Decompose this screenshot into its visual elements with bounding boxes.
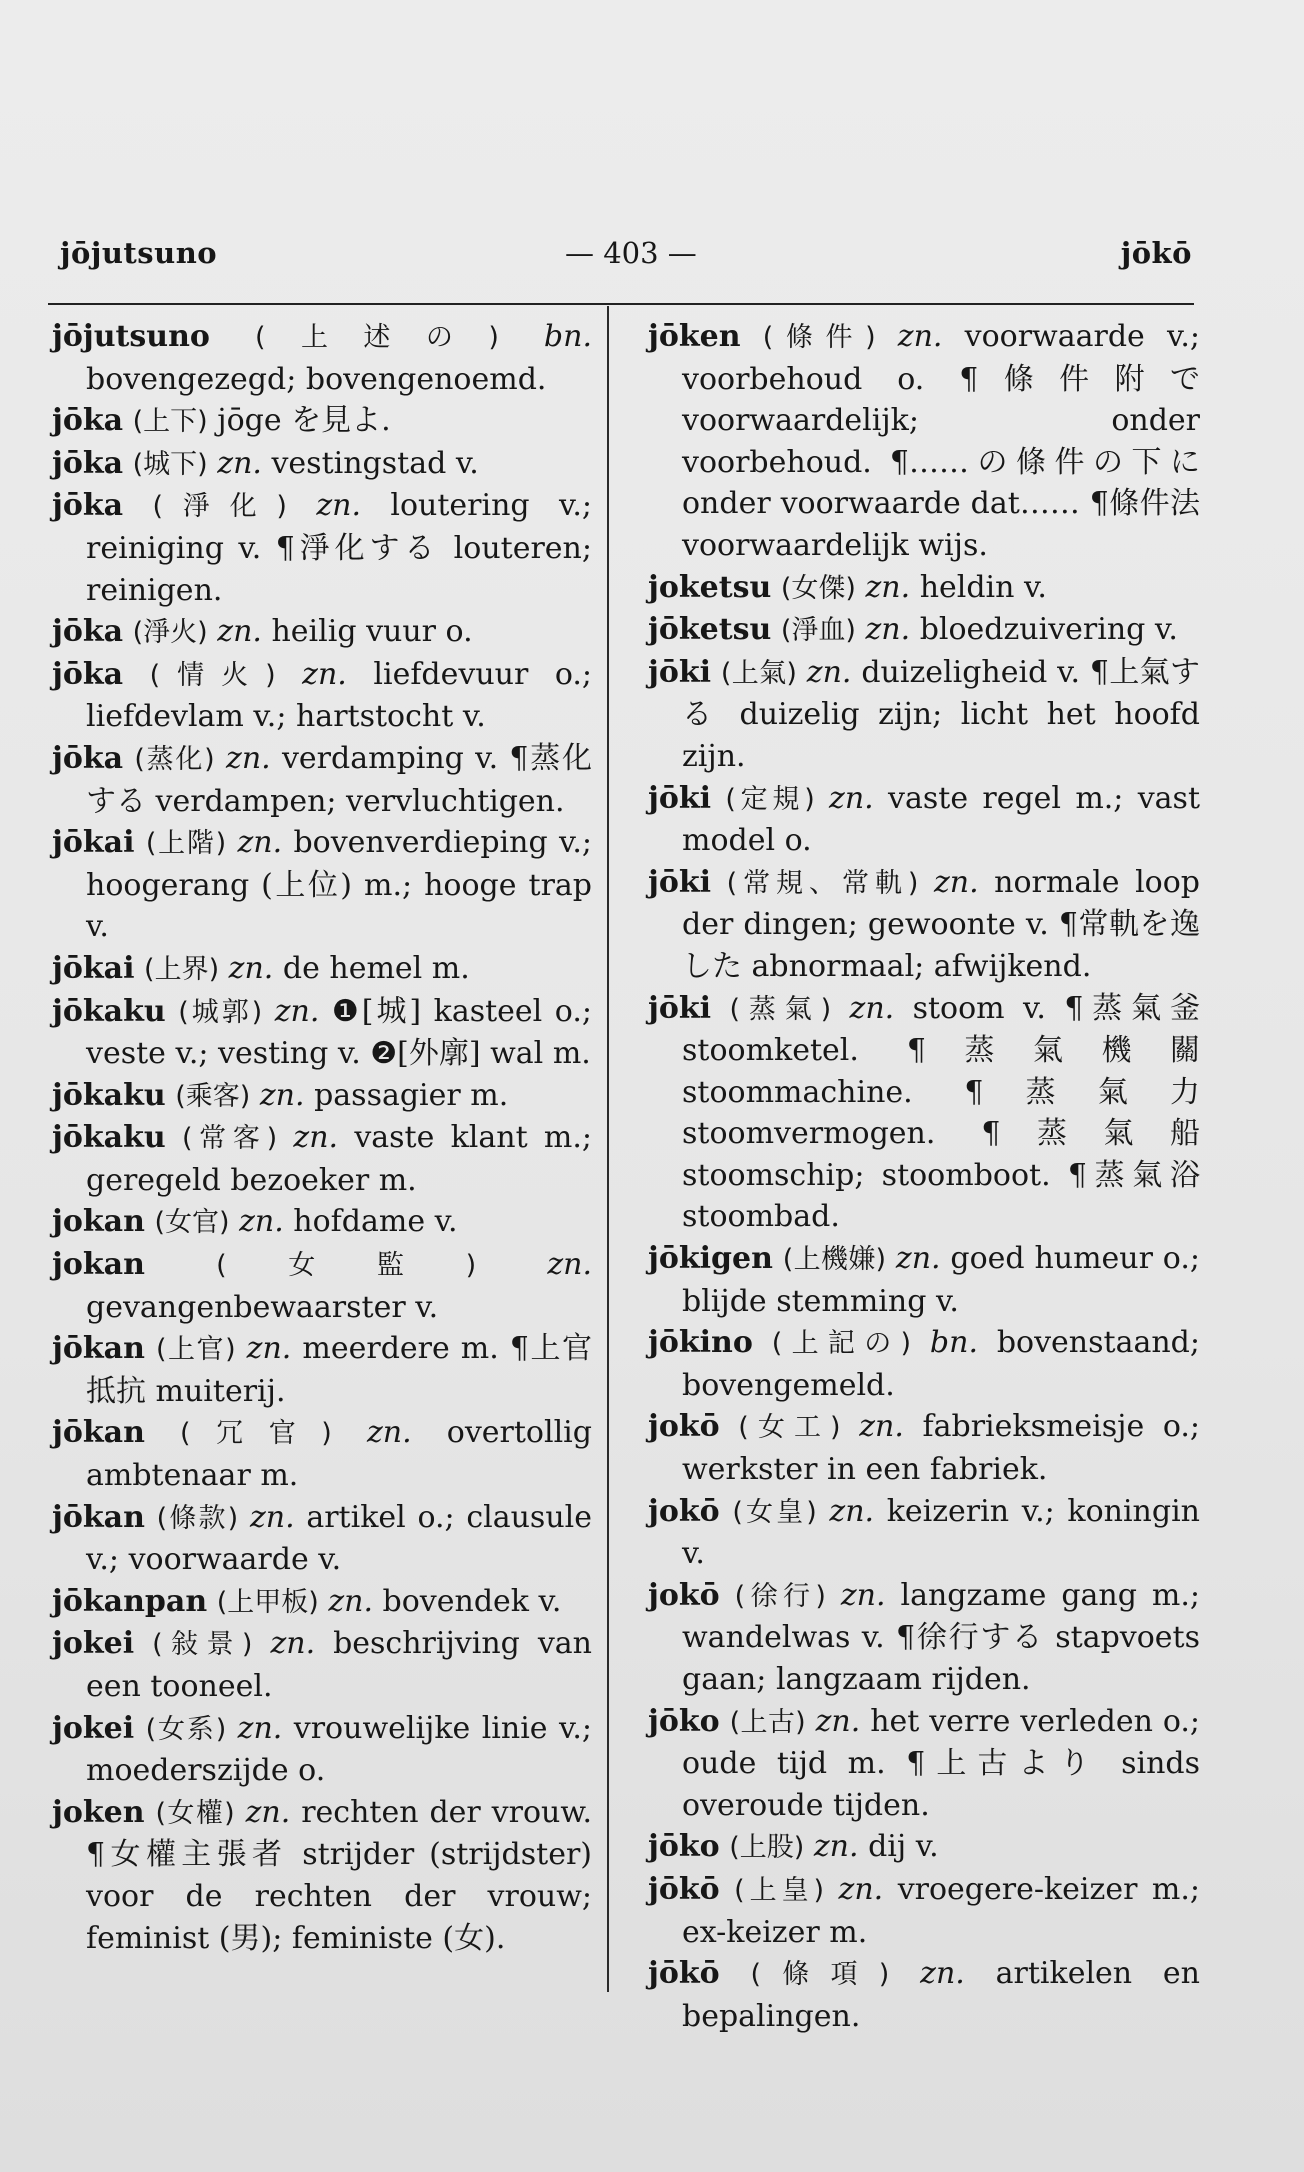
- entry-kanji: (常規、常軌): [726, 867, 919, 899]
- entry-headword: jōkan: [52, 1499, 145, 1535]
- entry-part-of-speech: zn.: [895, 1241, 941, 1277]
- entry-part-of-speech: zn.: [840, 1577, 886, 1613]
- entry-headword: jōketsu: [648, 612, 772, 648]
- entry-headword: jōka: [52, 445, 124, 481]
- entry-definition: bloedzuivering v.: [919, 612, 1178, 648]
- entry-part-of-speech: bn.: [543, 319, 592, 354]
- dictionary-entry: [648, 1826, 1200, 1869]
- entry-definition: normale loop der dingen; gewoonte v. ¶常軌を逸した abnormaal; afwijkend.: [682, 864, 1200, 984]
- entry-headword: jokei: [52, 1626, 135, 1662]
- entry-kanji: (條項): [750, 1959, 890, 1991]
- entry-definition: vroegere-keizer m.; ex-keizer m.: [682, 1871, 1200, 1950]
- entry-kanji: (上氣): [720, 657, 797, 689]
- dictionary-entry: [648, 652, 1200, 778]
- dictionary-entry: [52, 611, 592, 654]
- entry-part-of-speech: zn.: [838, 1871, 884, 1907]
- entry-headword: jōkai: [52, 825, 135, 861]
- entry-definition: stoom v. ¶蒸氣釜 stoomketel. ¶蒸氣機關 stoommachine. ¶蒸氣力 stoomvermogen. ¶蒸氣船 stoomschip; stoomboot. ¶蒸氣浴 stoombad.: [682, 990, 1200, 1235]
- entry-headword: jōkan: [52, 1415, 145, 1451]
- entry-kanji: (女系): [145, 1713, 227, 1745]
- entry-definition: keizerin v.; koningin v.: [682, 1493, 1200, 1572]
- entry-part-of-speech: zn.: [245, 1794, 291, 1830]
- entry-headword: jokō: [648, 1493, 720, 1529]
- entry-headword: jōkino: [648, 1325, 753, 1361]
- entry-definition: bovendek v.: [382, 1583, 562, 1619]
- entry-headword: jōka: [52, 740, 124, 776]
- header-rule: [48, 303, 1194, 305]
- entry-headword: jōki: [648, 864, 712, 900]
- entry-kanji: (上階): [145, 828, 227, 860]
- entry-headword: jōka: [52, 488, 124, 524]
- entry-part-of-speech: zn.: [865, 569, 911, 605]
- dictionary-entry: [52, 1328, 592, 1412]
- entry-part-of-speech: zn.: [859, 1409, 904, 1445]
- dictionary-entry: [52, 485, 592, 611]
- entry-definition: verdamping v. ¶蒸化する verdampen; vervluchtigen.: [86, 740, 592, 819]
- entry-kanji: (城下): [132, 448, 208, 480]
- entry-kanji: (女皇): [732, 1496, 817, 1528]
- entry-definition: bovengezegd; bovengenoemd.: [86, 361, 547, 397]
- dictionary-entry: [52, 1623, 592, 1707]
- entry-part-of-speech: zn.: [249, 1499, 295, 1535]
- entry-headword: jōki: [648, 654, 712, 690]
- dictionary-entry: [52, 1581, 592, 1624]
- dictionary-entry: [52, 948, 592, 991]
- entry-definition: goed humeur o.; blijde stemming v.: [682, 1241, 1200, 1319]
- entry-kanji: (上下): [132, 406, 208, 438]
- dictionary-entry: [648, 316, 1200, 567]
- entry-kanji: (上官): [155, 1334, 236, 1366]
- entry-headword: jōkaku: [52, 1120, 166, 1156]
- entry-headword: jokei: [52, 1710, 135, 1746]
- entry-headword: jōken: [648, 319, 741, 354]
- entry-definition: hofdame v.: [293, 1204, 458, 1240]
- dictionary-entry: [52, 1708, 592, 1792]
- entry-definition: ❶[城] kasteel o.; veste v.; vesting v. ❷[外廓] wal m.: [86, 993, 592, 1072]
- dictionary-entry: [52, 1497, 592, 1581]
- dictionary-entry: [52, 443, 592, 486]
- right-column: [648, 316, 1200, 2037]
- entry-definition: heldin v.: [919, 569, 1047, 605]
- dictionary-entry: [648, 1238, 1200, 1322]
- entry-headword: jōko: [648, 1703, 720, 1739]
- entry-headword: joken: [52, 1794, 145, 1830]
- entry-part-of-speech: zn.: [829, 780, 874, 816]
- entry-headword: jōkai: [52, 950, 135, 986]
- entry-headword: jōki: [648, 780, 712, 816]
- dictionary-entry: [648, 1869, 1200, 1953]
- dictionary-entry: [648, 609, 1200, 652]
- entry-kanji: (蒸化): [134, 743, 215, 775]
- entry-part-of-speech: zn.: [293, 1120, 339, 1156]
- entry-definition: vrouwelijke linie v.; moederszijde o.: [86, 1710, 592, 1789]
- entry-kanji: (冗官): [180, 1418, 332, 1450]
- dictionary-entry: [648, 1575, 1200, 1701]
- entry-kanji: (條件): [762, 322, 876, 353]
- entry-part-of-speech: zn.: [366, 1415, 412, 1451]
- entry-definition: passagier m.: [314, 1077, 509, 1113]
- entry-definition: meerdere m. ¶上官抵抗 muiterij.: [86, 1331, 592, 1409]
- entry-part-of-speech: zn.: [217, 614, 262, 650]
- entry-part-of-speech: zn.: [316, 488, 361, 524]
- entry-headword: jōki: [648, 990, 712, 1026]
- dictionary-entry: [648, 778, 1200, 862]
- dictionary-entry: [648, 1406, 1200, 1490]
- entry-headword: jokan: [52, 1204, 145, 1240]
- entry-definition: bovenstaand; bovengemeld.: [682, 1325, 1200, 1403]
- entry-part-of-speech: zn.: [302, 656, 347, 692]
- entry-part-of-speech: zn.: [920, 1956, 965, 1992]
- entry-kanji: (淨火): [132, 617, 208, 649]
- header-last-word: jōkō: [1120, 236, 1192, 270]
- entry-part-of-speech: zn.: [259, 1077, 305, 1113]
- entry-kanji: (女傑): [780, 572, 856, 604]
- header-first-word: jōjutsuno: [60, 236, 218, 270]
- entry-part-of-speech: zn.: [228, 950, 274, 986]
- entry-part-of-speech: zn.: [270, 1626, 316, 1662]
- dictionary-entry: [52, 1244, 592, 1328]
- entry-kanji: (上甲板): [216, 1586, 319, 1618]
- dictionary-entry: [52, 1412, 592, 1496]
- dictionary-entry: [648, 1953, 1200, 2037]
- entry-kanji: (城郭): [178, 996, 263, 1028]
- dictionary-entry: [648, 988, 1200, 1239]
- entry-kanji: (上界): [144, 953, 220, 985]
- entry-headword: jōkaku: [52, 993, 166, 1029]
- entry-headword: jōkan: [52, 1331, 145, 1367]
- entry-definition: vaste regel m.; vast model o.: [682, 780, 1200, 859]
- entry-kanji: (淨血): [780, 615, 856, 647]
- entry-definition: overtollig ambtenaar m.: [86, 1415, 592, 1494]
- entry-kanji: (上記の): [771, 1328, 912, 1360]
- dictionary-entry: [648, 567, 1200, 610]
- entry-kanji: (徐行): [734, 1580, 826, 1612]
- dictionary-entry: [648, 1322, 1200, 1406]
- entry-definition: heilig vuur o.: [271, 614, 473, 650]
- entry-definition: voorwaarde v.; voorbehoud o. ¶條件附で voorwaardelijk; onder voorbehoud. ¶……の條件の下に onder voorwaarde dat…… ¶條件法 voorwaardelijk wijs.: [682, 319, 1200, 563]
- column-divider: [607, 306, 609, 1992]
- entry-definition: duizeligheid v. ¶上氣する duizelig zijn; licht het hoofd zijn.: [682, 654, 1200, 774]
- entry-headword: jōka: [52, 403, 124, 439]
- entry-headword: jōkanpan: [52, 1583, 208, 1619]
- entry-kanji: (女官): [154, 1207, 230, 1239]
- entry-headword: jōko: [648, 1829, 720, 1865]
- entry-part-of-speech: zn.: [806, 654, 852, 690]
- entry-part-of-speech: zn.: [829, 1493, 875, 1529]
- entry-definition: artikel o.; clausule v.; voorwaarde v.: [86, 1499, 592, 1578]
- entry-part-of-speech: zn.: [865, 612, 911, 648]
- entry-headword: jōjutsuno: [52, 319, 210, 354]
- dictionary-entry: [648, 1491, 1200, 1575]
- dictionary-entry: [648, 1701, 1200, 1827]
- dictionary-entry: [52, 738, 592, 822]
- dictionary-entry: [52, 1075, 592, 1118]
- entry-definition: loutering v.; reiniging v. ¶淨化する louteren; reinigen.: [86, 488, 592, 608]
- dictionary-entry: [52, 991, 592, 1075]
- dictionary-entry: [52, 654, 592, 738]
- left-column: [52, 316, 592, 1959]
- entry-headword: jōkō: [648, 1956, 720, 1992]
- entry-part-of-speech: zn.: [328, 1583, 373, 1619]
- page-header: [60, 236, 1192, 280]
- entry-definition: de hemel m.: [282, 950, 470, 986]
- entry-headword: jokō: [648, 1577, 720, 1613]
- entry-headword: jokō: [648, 1409, 720, 1445]
- entry-headword: jōkō: [648, 1871, 720, 1907]
- entry-part-of-speech: zn.: [813, 1829, 859, 1865]
- entry-kanji: (常客): [181, 1123, 278, 1155]
- entry-definition: rechten der vrouw. ¶女權主張者 strijder (strijdster) voor de rechten der vrouw; feminist (男); feministe (女).: [86, 1794, 592, 1956]
- entry-kanji: (淨化): [152, 491, 287, 523]
- dictionary-entry: [52, 1792, 592, 1959]
- entry-part-of-speech: zn.: [897, 319, 943, 354]
- entry-kanji: (女監): [216, 1250, 477, 1282]
- entry-headword: jōkaku: [52, 1077, 166, 1113]
- entry-kanji: (條款): [156, 1502, 239, 1534]
- entry-kanji: (上股): [729, 1832, 805, 1864]
- entry-headword: joketsu: [648, 569, 772, 605]
- dictionary-entry: [52, 400, 592, 443]
- entry-kanji: (女權): [155, 1797, 235, 1829]
- entry-part-of-speech: zn.: [547, 1247, 592, 1283]
- entry-headword: jōka: [52, 656, 124, 692]
- entry-definition: vestingstad v.: [271, 445, 479, 481]
- entry-part-of-speech: zn.: [933, 864, 979, 900]
- entry-definition: gevangenbewaarster v.: [86, 1289, 439, 1325]
- entry-kanji: (女工): [738, 1412, 841, 1444]
- entry-kanji: (上古): [729, 1706, 806, 1738]
- entry-definition: dij v.: [868, 1829, 939, 1865]
- entry-part-of-speech: zn.: [237, 1710, 283, 1746]
- dictionary-entry: [52, 1117, 592, 1201]
- entry-part-of-speech: zn.: [274, 993, 320, 1029]
- entry-kanji: (上機嫌): [782, 1244, 887, 1276]
- entry-headword: jōkigen: [648, 1241, 773, 1277]
- entry-headword: jōka: [52, 614, 124, 650]
- entry-headword: jokan: [52, 1247, 145, 1283]
- entry-definition: langzame gang m.; wandelwas v. ¶徐行する stapvoets gaan; langzaam rijden.: [682, 1577, 1200, 1697]
- entry-kanji: (乘客): [175, 1080, 251, 1112]
- entry-part-of-speech: zn.: [239, 1204, 284, 1240]
- entry-part-of-speech: bn.: [929, 1325, 978, 1361]
- entry-definition: beschrijving van een tooneel.: [86, 1626, 592, 1704]
- entry-part-of-speech: zn.: [237, 825, 283, 861]
- entry-kanji: (敍景): [152, 1629, 253, 1661]
- entry-kanji: (蒸氣): [729, 993, 832, 1025]
- entry-definition: fabrieksmeisje o.; werkster in een fabriek.: [682, 1409, 1201, 1488]
- entry-kanji: (情火): [149, 659, 276, 691]
- entry-part-of-speech: zn.: [246, 1331, 292, 1367]
- page-number: — 403 —: [565, 236, 697, 270]
- entry-kanji: (上述の): [254, 322, 499, 353]
- entry-kanji: (定規): [725, 783, 815, 815]
- entry-definition: vaste klant m.; geregeld bezoeker m.: [86, 1120, 592, 1198]
- entry-part-of-speech: zn.: [815, 1703, 861, 1739]
- entry-part-of-speech: zn.: [226, 740, 271, 776]
- dictionary-entry: [52, 1201, 592, 1244]
- entry-definition: liefdevuur o.; liefdevlam v.; hartstocht v.: [86, 656, 593, 735]
- dictionary-entry: [52, 316, 592, 400]
- entry-kanji: (上皇): [734, 1874, 825, 1906]
- entry-definition: artikelen en bepalingen.: [682, 1956, 1200, 2034]
- entry-definition: het verre verleden o.; oude tijd m. ¶上古より sinds overoude tijden.: [682, 1703, 1200, 1823]
- entry-part-of-speech: zn.: [849, 990, 895, 1026]
- entry-part-of-speech: zn.: [217, 445, 262, 481]
- dictionary-entry: [52, 822, 592, 948]
- entry-definition: bovenverdieping v.; hoogerang (上位) m.; hooge trap v.: [86, 825, 593, 945]
- dictionary-entry: [648, 862, 1200, 988]
- entry-definition: jōge を見よ.: [217, 403, 391, 439]
